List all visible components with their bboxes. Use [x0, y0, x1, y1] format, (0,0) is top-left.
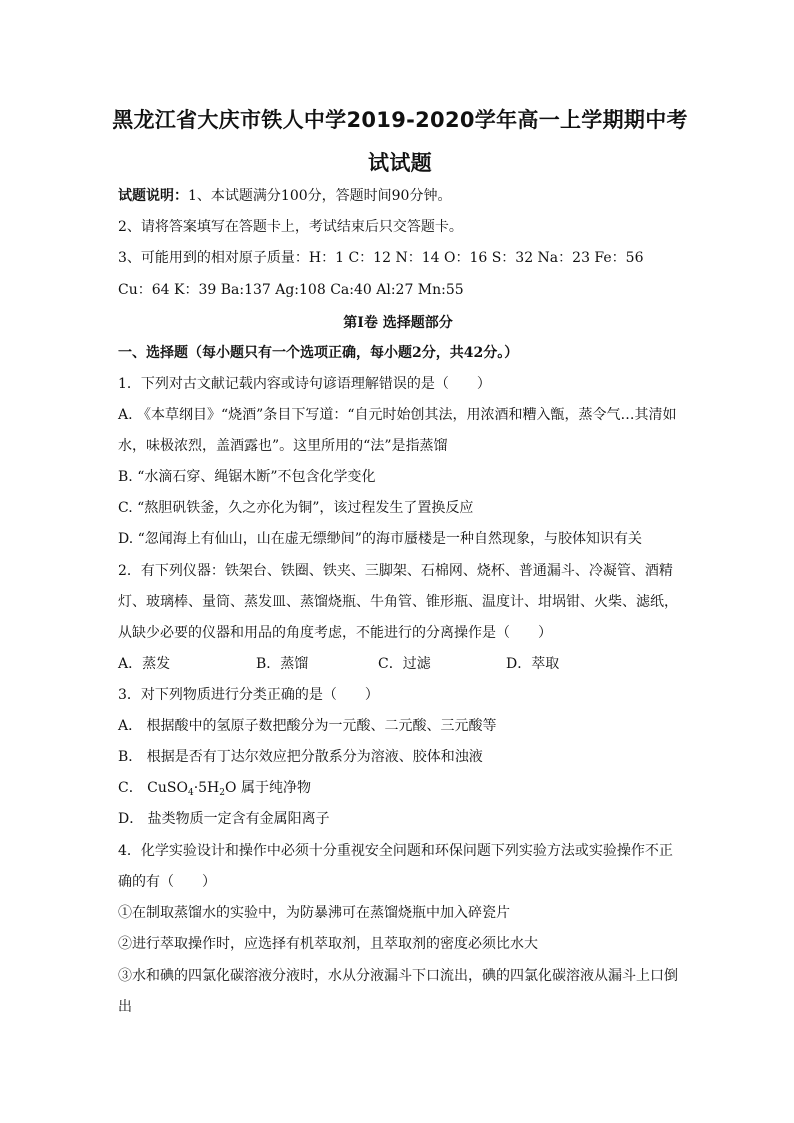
question-2-options: [118, 654, 678, 674]
question-4-item-3-line2: 出: [118, 999, 132, 1015]
question-3-option-c-suffix: O 属于纯净物: [225, 780, 311, 796]
instruction-item-3-continued: Cu：64 K：39 Ba:137 Ag:108 Ca:40 Al:27 Mn:55: [118, 282, 464, 298]
question-3-option-b: B． 根据是否有丁达尔效应把分散系分为溶液、胶体和浊液: [118, 749, 483, 765]
subscript: 2: [219, 788, 226, 798]
question-1-stem: 1．下列对古文献记载内容或诗句谚语理解错误的是（ ）: [118, 376, 491, 392]
question-4-line2: 确的有（ ）: [118, 874, 216, 890]
question-3-option-a: A． 根据酸中的氢原子数把酸分为一元酸、二元酸、三元酸等: [118, 718, 497, 734]
question-2-option-b: B．蒸馏: [256, 656, 309, 672]
question-3-option-d: D． 盐类物质一定含有金属阳离子: [118, 811, 330, 827]
question-2-line3: 从缺少必要的仪器和用品的角度考虑，不能进行的分离操作是（ ）: [118, 625, 552, 641]
instructions-line1: [118, 186, 678, 206]
question-1-option-c: C. “熬胆矾铁釜，久之亦化为铜”，该过程发生了置换反应: [118, 500, 474, 516]
question-4-line1: 4．化学实验设计和操作中必须十分重视安全问题和环保问题下列实验方法或实验操作不正: [118, 843, 673, 859]
question-2-line2: 灯、玻璃棒、量筒、蒸发皿、蒸馏烧瓶、牛角管、锥形瓶、温度计、坩埚钳、火柴、滤纸，: [118, 594, 678, 610]
subscript: 4: [187, 788, 194, 798]
exam-title-line2: 试试题: [368, 151, 432, 175]
question-1-option-b: B. “水滴石穿、绳锯木断”不包含化学变化: [118, 469, 376, 485]
question-2-line1: 2．有下列仪器：铁架台、铁圈、铁夹、三脚架、石棉网、烧杯、普通漏斗、冷凝管、酒精: [118, 563, 673, 579]
instruction-item-1: 1、本试题满分100分，答题时间90分钟。: [188, 188, 452, 204]
question-3-stem: 3．对下列物质进行分类正确的是（ ）: [118, 687, 379, 703]
question-2-option-a: A．蒸发: [118, 656, 171, 672]
question-2-option-c: C．过滤: [378, 656, 431, 672]
question-3-option-c: [118, 778, 678, 803]
question-3-option-c-prefix: C． CuSO: [118, 780, 188, 796]
question-4-item-3-line1: ③水和碘的四氯化碳溶液分液时，水从分液漏斗下口流出，碘的四氯化碳溶液从漏斗上口倒: [118, 968, 678, 984]
question-3-option-c-mid: ·5H: [193, 780, 220, 796]
instruction-item-2: 2、请将答案填写在答题卡上，考试结束后只交答题卡。: [118, 219, 463, 235]
question-1-option-d: D. “忽闻海上有仙山，山在虚无缥缈间”的海市蜃楼是一种自然现象，与胶体知识有关: [118, 531, 642, 547]
question-1-option-a-line1: A. 《本草纲目》“烧酒”条目下写道：“自元时始创其法，用浓酒和糟入甑，蒸令气…其清如: [118, 407, 677, 423]
instructions-label: 试题说明：: [118, 188, 188, 204]
volume-heading: 第Ⅰ卷 选择题部分: [343, 315, 453, 331]
question-4-item-2: ②进行萃取操作时，应选择有机萃取剂，且萃取剂的密度必须比水大: [118, 936, 538, 952]
exam-title-line1: 黑龙江省大庆市铁人中学2019-2020学年高一上学期期中考: [112, 108, 688, 132]
question-1-option-a-line2: 水，味极浓烈，盖酒露也”。这里所用的“法”是指蒸馏: [118, 438, 448, 454]
section-heading: 一、选择题（每小题只有一个选项正确，每小题2分，共42分。）: [118, 345, 519, 361]
question-2-option-d: D．萃取: [506, 656, 560, 672]
instruction-item-3: 3、可能用到的相对原子质量：H：1 C：12 N：14 O：16 S：32 Na：23 Fe：56: [118, 250, 644, 266]
question-4-item-1: ①在制取蒸馏水的实验中，为防暴沸可在蒸馏烧瓶中加入碎瓷片: [118, 905, 510, 921]
